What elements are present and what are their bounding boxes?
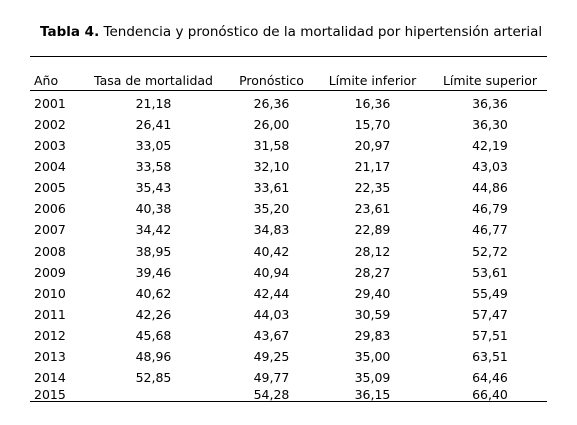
cell-upper-limit: 46,79 (472, 201, 508, 216)
cell-lower-limit: 28,12 (354, 244, 391, 259)
cell-mortality-rate: 52,85 (135, 370, 172, 385)
cell-mortality-rate: 40,38 (135, 201, 172, 216)
header-year: Año (34, 73, 59, 88)
cell-forecast: 49,25 (253, 349, 290, 364)
cell-forecast: 34,83 (253, 222, 290, 237)
cell-year: 2013 (34, 349, 66, 364)
cell-forecast: 32,10 (253, 159, 290, 174)
cell-mortality-rate: 35,43 (135, 180, 172, 195)
cell-year: 2014 (34, 370, 66, 385)
cell-upper-limit: 57,51 (472, 328, 508, 343)
cell-mortality-rate: 26,41 (135, 117, 172, 132)
cell-year: 2011 (34, 307, 66, 322)
cell-upper-limit: 55,49 (472, 286, 508, 301)
cell-lower-limit: 22,89 (354, 222, 391, 237)
cell-year: 2007 (34, 222, 66, 237)
cell-year: 2003 (34, 138, 66, 153)
cell-year: 2015 (34, 387, 66, 402)
cell-lower-limit: 35,00 (354, 349, 391, 364)
header-mortality-rate: Tasa de mortalidad (94, 73, 213, 88)
cell-lower-limit: 23,61 (354, 201, 391, 216)
cell-year: 2012 (34, 328, 66, 343)
cell-lower-limit: 20,97 (354, 138, 391, 153)
cell-forecast: 54,28 (253, 387, 290, 402)
header-forecast: Pronóstico (239, 73, 304, 88)
cell-forecast: 40,94 (253, 265, 290, 280)
cell-upper-limit: 36,30 (472, 117, 508, 132)
header-rule (30, 90, 547, 91)
cell-year: 2009 (34, 265, 66, 280)
cell-year: 2008 (34, 244, 66, 259)
caption-label: Tabla 4. (40, 24, 100, 40)
cell-forecast: 43,67 (253, 328, 290, 343)
cell-upper-limit: 52,72 (472, 244, 508, 259)
cell-lower-limit: 29,83 (354, 328, 391, 343)
cell-year: 2010 (34, 286, 66, 301)
cell-forecast: 31,58 (253, 138, 290, 153)
cell-year: 2001 (34, 96, 66, 111)
cell-lower-limit: 35,09 (354, 370, 391, 385)
cell-year: 2002 (34, 117, 66, 132)
cell-year: 2006 (34, 201, 66, 216)
bottom-rule (30, 401, 547, 402)
header-lower-limit: Límite inferior (328, 73, 417, 88)
cell-mortality-rate: 42,26 (135, 307, 172, 322)
cell-forecast: 40,42 (253, 244, 290, 259)
cell-year: 2004 (34, 159, 66, 174)
cell-upper-limit: 46,77 (472, 222, 508, 237)
cell-mortality-rate: 21,18 (135, 96, 172, 111)
cell-forecast: 49,77 (253, 370, 290, 385)
cell-forecast: 44,03 (253, 307, 290, 322)
cell-forecast: 35,20 (253, 201, 290, 216)
cell-upper-limit: 44,86 (472, 180, 508, 195)
cell-year: 2005 (34, 180, 66, 195)
cell-upper-limit: 66,40 (472, 387, 508, 402)
cell-upper-limit: 42,19 (472, 138, 508, 153)
cell-mortality-rate: 40,62 (135, 286, 172, 301)
cell-forecast: 42,44 (253, 286, 290, 301)
cell-mortality-rate: 34,42 (135, 222, 172, 237)
cell-upper-limit: 43,03 (472, 159, 508, 174)
cell-mortality-rate: 33,58 (135, 159, 172, 174)
cell-upper-limit: 53,61 (472, 265, 508, 280)
cell-lower-limit: 15,70 (354, 117, 391, 132)
cell-lower-limit: 28,27 (354, 265, 391, 280)
cell-lower-limit: 21,17 (354, 159, 391, 174)
cell-lower-limit: 29,40 (354, 286, 391, 301)
cell-forecast: 26,36 (253, 96, 290, 111)
table-caption (40, 24, 542, 40)
cell-upper-limit: 63,51 (472, 349, 508, 364)
cell-upper-limit: 36,36 (472, 96, 508, 111)
cell-upper-limit: 64,46 (472, 370, 508, 385)
cell-upper-limit: 57,47 (472, 307, 508, 322)
cell-lower-limit: 36,15 (354, 387, 391, 402)
cell-lower-limit: 22,35 (354, 180, 391, 195)
cell-mortality-rate: 38,95 (135, 244, 172, 259)
cell-mortality-rate: 45,68 (135, 328, 172, 343)
cell-forecast: 33,61 (253, 180, 290, 195)
cell-lower-limit: 30,59 (354, 307, 391, 322)
header-upper-limit: Límite superior (442, 73, 538, 88)
cell-lower-limit: 16,36 (354, 96, 391, 111)
cell-mortality-rate: 39,46 (135, 265, 172, 280)
top-rule (30, 56, 547, 57)
cell-forecast: 26,00 (253, 117, 290, 132)
cell-mortality-rate: 33,05 (135, 138, 172, 153)
caption-text: Tendencia y pronóstico de la mortalidad por hipertensión arterial (103, 24, 543, 40)
cell-mortality-rate: 48,96 (135, 349, 172, 364)
